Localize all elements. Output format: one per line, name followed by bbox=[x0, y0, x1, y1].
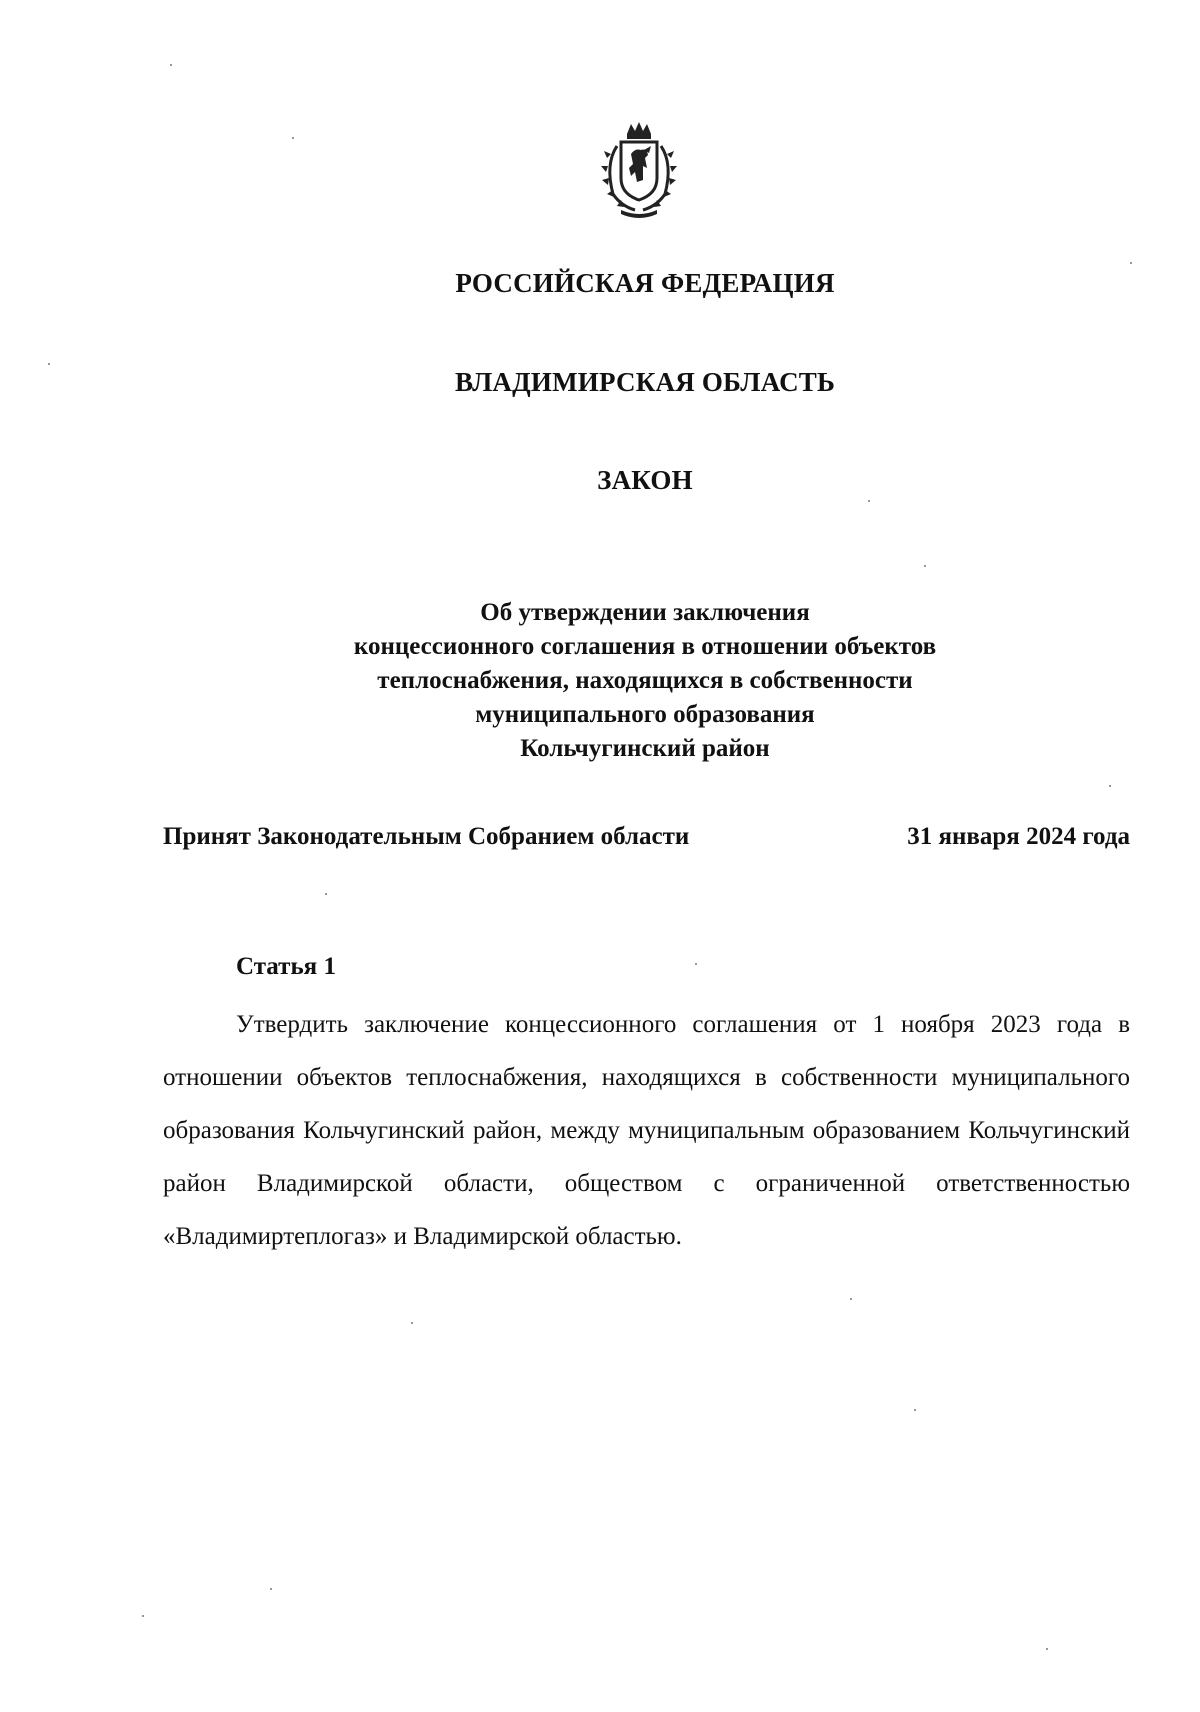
article-heading: Статья 1 bbox=[236, 953, 336, 980]
scan-speck bbox=[914, 1409, 916, 1411]
law-title bbox=[0, 596, 1200, 766]
scan-speck bbox=[170, 64, 172, 66]
coat-of-arms-icon bbox=[591, 120, 687, 220]
scan-speck bbox=[924, 565, 926, 567]
scan-speck bbox=[292, 137, 294, 139]
scan-speck bbox=[1130, 262, 1132, 264]
law-title-line: теплоснабжения, находящихся в собственности bbox=[377, 667, 913, 694]
adoption-date: 31 января 2024 года bbox=[907, 823, 1130, 850]
scan-speck bbox=[1046, 1648, 1048, 1650]
scan-speck bbox=[695, 963, 697, 965]
law-title-line: муниципального образования bbox=[475, 701, 815, 728]
adoption-line bbox=[163, 823, 1130, 851]
federation-heading: РОССИЙСКАЯ ФЕДЕРАЦИЯ bbox=[455, 268, 835, 298]
scan-speck bbox=[325, 893, 327, 895]
scan-speck bbox=[48, 363, 50, 365]
scan-speck bbox=[411, 1322, 413, 1324]
law-title-line: концессионного соглашения в отношении объектов bbox=[353, 633, 937, 660]
adoption-label: Принят Законодательным Собранием области bbox=[163, 823, 690, 850]
scan-speck bbox=[270, 1588, 272, 1590]
law-title-line: Кольчугинский район bbox=[520, 735, 770, 762]
scan-speck bbox=[142, 1615, 144, 1617]
article-text: Утвердить заключение концессионного соглашения от 1 ноября 2023 года в отношении объектов теплоснабжения, находящихся в собственности муниципального образования Кольчугинский район, между муниципальным образованием Кольчугинский район Владимирской области, обществом с ограниченной ответственностью «Владимиртеплогаз» и Владимирской областью. bbox=[163, 1011, 1130, 1250]
scan-speck bbox=[1109, 785, 1111, 787]
document-kind-heading: ЗАКОН bbox=[597, 465, 693, 495]
scan-speck bbox=[868, 500, 870, 502]
scan-speck bbox=[850, 1298, 852, 1300]
region-heading: ВЛАДИМИРСКАЯ ОБЛАСТЬ bbox=[454, 367, 836, 397]
law-title-line: Об утверждении заключения bbox=[480, 599, 810, 626]
